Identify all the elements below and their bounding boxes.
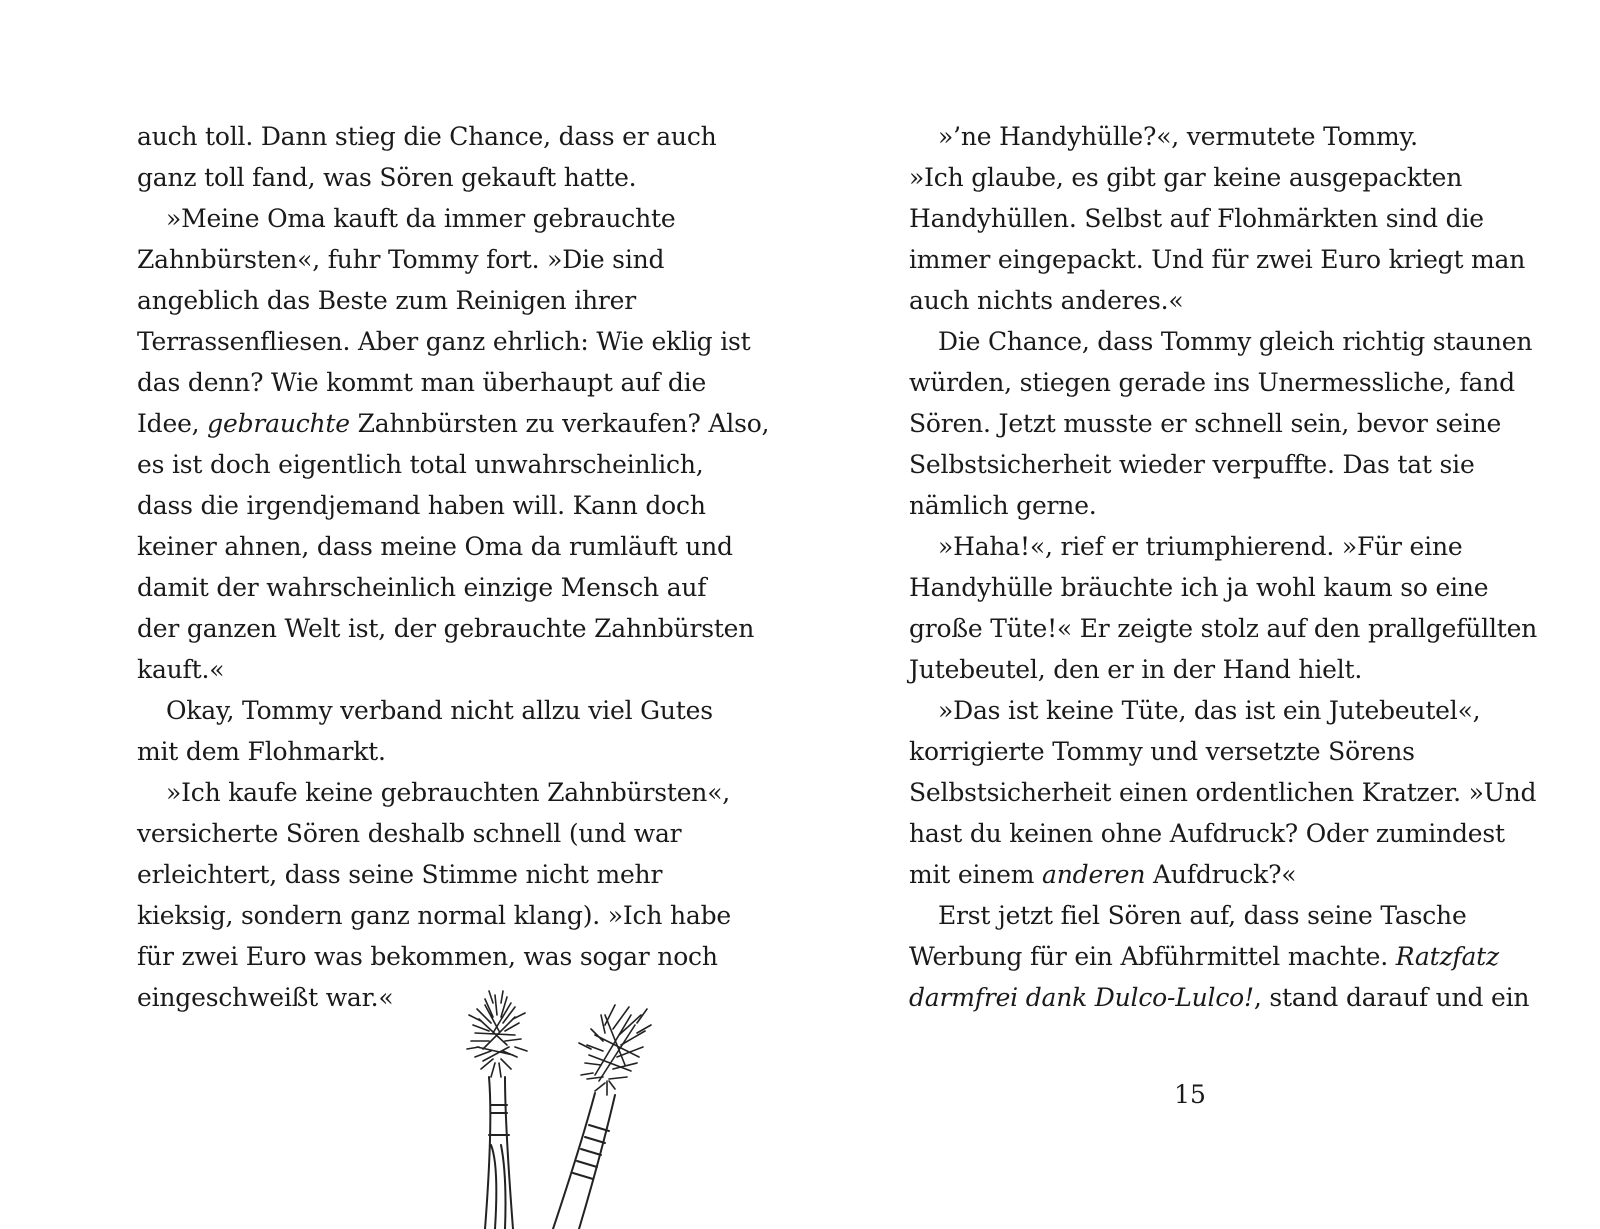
text-line: auch toll. Dann stieg die Chance, dass er auch — [137, 122, 717, 151]
text-line: Terrassenfliesen. Aber ganz ehrlich: Wie eklig ist — [137, 327, 751, 356]
text-line: »’ne Handyhülle?«, vermutete Tommy. — [938, 122, 1418, 151]
text-line: »Meine Oma kauft da immer gebrauchte — [166, 204, 676, 233]
text-line: kauft.« — [137, 655, 225, 684]
text-line: der ganzen Welt ist, der gebrauchte Zahnbürsten — [137, 614, 755, 643]
text-line: Okay, Tommy verband nicht allzu viel Gutes — [166, 696, 713, 725]
text-line: würden, stiegen gerade ins Unermessliche, fand — [909, 368, 1515, 397]
text-line: angeblich das Beste zum Reinigen ihrer — [137, 286, 636, 315]
text-line: keiner ahnen, dass meine Oma da rumläuft und — [137, 532, 733, 561]
text-line: Selbstsicherheit einen ordentlichen Kratzer. »Und — [909, 778, 1537, 807]
text-line: »Das ist keine Tüte, das ist ein Jutebeutel«, — [938, 696, 1481, 725]
bristles-right — [579, 1005, 651, 1095]
page-number: 15 — [1174, 1080, 1206, 1109]
text-line: darmfrei dank Dulco-Lulco!, stand darauf und ein — [909, 983, 1530, 1012]
text-line: große Tüte!« Er zeigte stolz auf den prallgefüllten — [909, 614, 1538, 643]
text-line: eingeschweißt war.« — [137, 983, 394, 1012]
text-line: auch nichts anderes.« — [909, 286, 1184, 315]
handle-left — [485, 1077, 513, 1229]
text-line: erleichtert, dass seine Stimme nicht mehr — [137, 860, 663, 889]
text-line: immer eingepackt. Und für zwei Euro kriegt man — [909, 245, 1526, 274]
text-line: Die Chance, dass Tommy gleich richtig staunen — [938, 327, 1533, 356]
text-line: das denn? Wie kommt man überhaupt auf die — [137, 368, 707, 397]
text-line: dass die irgendjemand haben will. Kann doch — [137, 491, 706, 520]
text-line: »Ich glaube, es gibt gar keine ausgepackten — [909, 163, 1463, 192]
text-line: Selbstsicherheit wieder verpuffte. Das tat sie — [909, 450, 1475, 479]
text-line: kieksig, sondern ganz normal klang). »Ich habe — [137, 901, 731, 930]
text-line: Handyhüllen. Selbst auf Flohmärkten sind die — [909, 204, 1484, 233]
text-line: »Haha!«, rief er triumphierend. »Für eine — [938, 532, 1463, 561]
text-line: korrigierte Tommy und versetzte Sörens — [909, 737, 1415, 766]
emphasis: darmfrei dank Dulco-Lulco! — [909, 983, 1254, 1012]
text-line: ganz toll fand, was Sören gekauft hatte. — [137, 163, 637, 192]
emphasis: anderen — [1042, 860, 1146, 889]
text-line: es ist doch eigentlich total unwahrscheinlich, — [137, 450, 704, 479]
right-page-text — [909, 116, 1538, 1018]
emphasis: Ratzfatz — [1395, 942, 1499, 971]
text-line: Idee, gebrauchte Zahnbürsten zu verkaufen? Also, — [137, 409, 770, 438]
text-line: Sören. Jetzt musste er schnell sein, bevor seine — [909, 409, 1502, 438]
text-line: hast du keinen ohne Aufdruck? Oder zumindest — [909, 819, 1505, 848]
toothbrushes-icon — [455, 985, 685, 1229]
bristles-left — [467, 991, 527, 1077]
text-line: Zahnbürsten«, fuhr Tommy fort. »Die sind — [137, 245, 665, 274]
text-line: nämlich gerne. — [909, 491, 1097, 520]
text-line: mit einem anderen Aufdruck?« — [909, 860, 1297, 889]
text-line: Handyhülle bräuchte ich ja wohl kaum so eine — [909, 573, 1489, 602]
text-line: Erst jetzt fiel Sören auf, dass seine Tasche — [938, 901, 1467, 930]
text-line: für zwei Euro was bekommen, was sogar noch — [137, 942, 718, 971]
text-line: Jutebeutel, den er in der Hand hielt. — [909, 655, 1363, 684]
text-line: damit der wahrscheinlich einzige Mensch auf — [137, 573, 707, 602]
text-line: versicherte Sören deshalb schnell (und war — [137, 819, 682, 848]
emphasis: gebrauchte — [207, 409, 350, 438]
handle-right — [553, 1093, 615, 1229]
left-page-text — [137, 116, 770, 1018]
text-line: »Ich kaufe keine gebrauchten Zahnbürsten«, — [166, 778, 731, 807]
text-line: mit dem Flohmarkt. — [137, 737, 386, 766]
text-line: Werbung für ein Abführmittel machte. Ratzfatz — [909, 942, 1499, 971]
